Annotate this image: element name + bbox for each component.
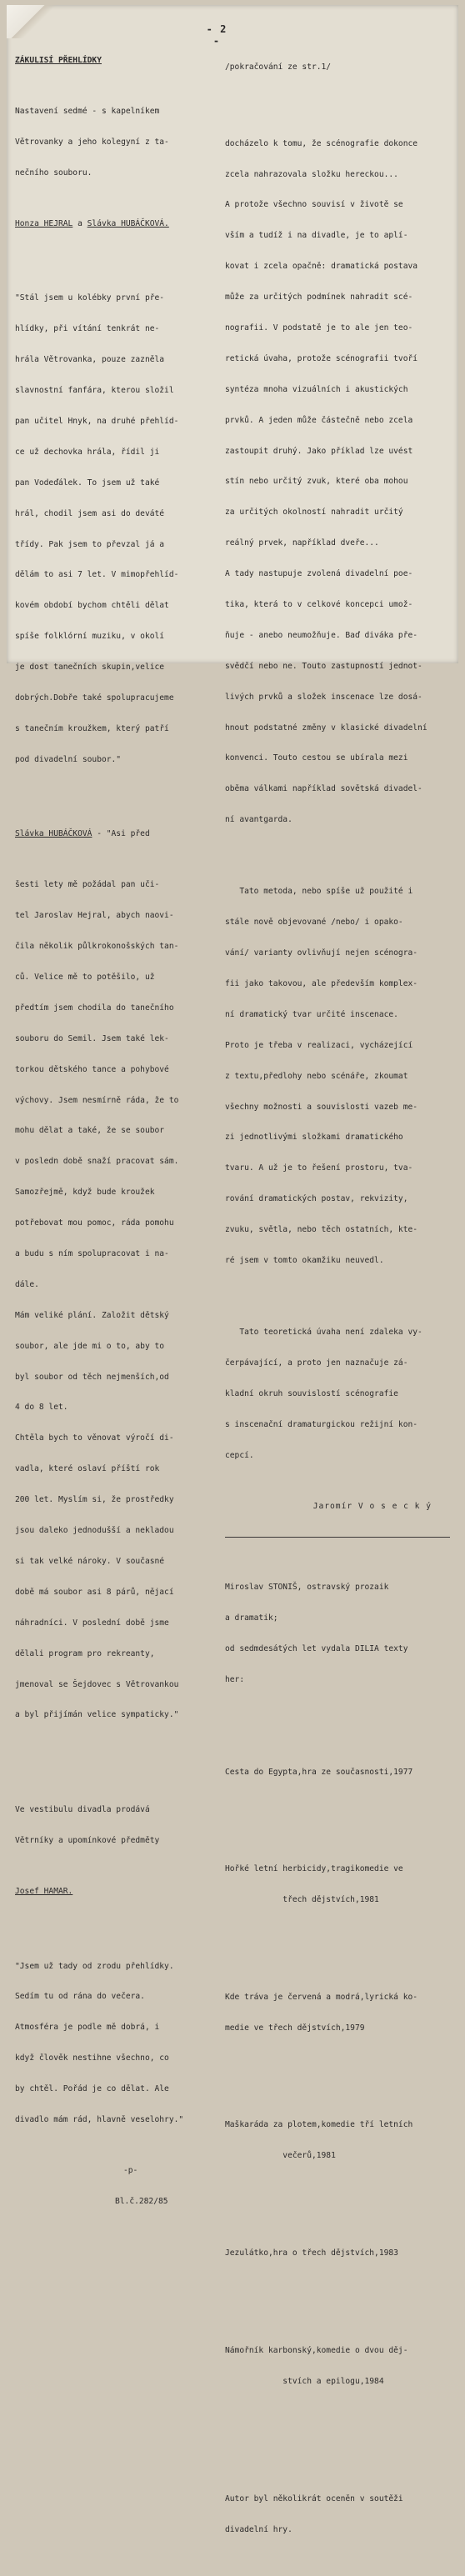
quote-line: mohu dělat a také, že se soubor [15, 1126, 165, 1136]
interviewee-names [15, 219, 218, 229]
quote-line: dělám to asi 7 let. V mimopřehlíd- [15, 570, 179, 580]
quote-line: spíše folklórní muziku, v okolí [15, 632, 165, 642]
text-line: ní dramatický tvar určité inscenace. [225, 1009, 398, 1019]
text-line: cepcí. [225, 1450, 254, 1460]
work-item [225, 2325, 465, 2407]
text-line: her: [225, 1674, 245, 1684]
text-line: ní avantgarda. [225, 815, 292, 825]
quote-line: a budu s ním spolupracovat i na- [15, 1249, 169, 1259]
vestibule-paragraph [15, 1784, 218, 1866]
text-line: Tato teoretická úvaha není zdaleka vy- [225, 1328, 422, 1338]
text-line: stále nově objevované /nebo/ i opako- [225, 918, 403, 928]
quote-line: 4 do 8 let. [15, 1403, 68, 1413]
quote-line: náhradníci. V poslední době jsme [15, 1618, 169, 1628]
quote-line: by chtěl. Pořád je co dělat. Ale [15, 2084, 169, 2094]
quote-line: kovém období bychom chtěli dělat [15, 601, 169, 611]
quote-line: slavnostní fanfára, kterou složil [15, 386, 174, 396]
work-item [225, 1972, 465, 2053]
quote-line: pan učitel Hnyk, na druhé přehlíd- [15, 416, 179, 426]
text-line: tika, která to v celkové koncepci umož- [225, 600, 413, 610]
text-line: docházelo k tomu, že scénografie dokonce [225, 138, 418, 148]
text-line: Ve vestibulu divadla prodává [15, 1805, 150, 1815]
text-line: za určitých okolností nahradit určitý [225, 508, 403, 518]
work-line: stvích a epilogu,1984 [225, 2376, 384, 2386]
text-line: ňuje - anebo neumožňuje. Baď diváka pře- [225, 630, 418, 640]
text-line: Větrovanky a jeho kolegyní z ta- [15, 137, 169, 147]
text-line: Větrníky a upomínkové předměty [15, 1835, 160, 1845]
work-line: medie ve třech dějstvích,1979 [225, 2023, 365, 2033]
intro-paragraph [15, 86, 218, 198]
quote-line: třídy. Pak jsem to převzal já a [15, 539, 165, 549]
text-line: s inscenační dramaturgickou režijní kon- [225, 1419, 418, 1429]
text-line: A tady nastupuje zvolená divadelní poe- [225, 569, 413, 579]
quote-line: Mám veliké plání. Založit dětský [15, 1310, 169, 1320]
text-line: a dramatik; [225, 1613, 278, 1623]
text-line: zi jednotlivými složkami dramatického [225, 1133, 403, 1143]
text-line: zastoupit druhý. Jako příklad lze uvést [225, 446, 413, 456]
page-number: - 2 - [206, 23, 228, 47]
section-divider [225, 1537, 450, 1538]
quote-line: ců. Velice mě to potěšilo, už [15, 973, 155, 983]
quote-line: "Stál jsem u kolébky první pře- [15, 293, 165, 303]
text-line: stín nebo určitý zvuk, které oba mohou [225, 477, 408, 487]
essay-paragraph-3 [225, 1308, 465, 1482]
work-line: Hořké letní herbicidy,tragikomedie ve [225, 1864, 403, 1874]
work-line: Kde tráva je červená a modrá,lyrická ko- [225, 1992, 418, 2002]
text-line: kovat i zcela opačně: dramatická postava [225, 262, 418, 272]
text-line: kladní okruh souvislostí scénografie [225, 1388, 398, 1398]
text-line: může za určitých podmínek nahradit scé- [225, 293, 413, 303]
quote-line: pan Vodeďálek. To jsem už také [15, 478, 160, 488]
section-heading: ZÁKULISÍ PŘEHLÍDKY [15, 55, 102, 65]
essay-paragraph-1 [225, 118, 465, 846]
award-note [225, 2473, 465, 2555]
text-line: od sedmdesátých let vydala DILIA texty [225, 1644, 408, 1654]
quote-line: jsou daleko jednodušší a nekladou [15, 1526, 174, 1536]
text-line: Autor byl několikrát oceněn v soutěži [225, 2493, 403, 2503]
quote-line: souboru do Semil. Jsem také lek- [15, 1033, 169, 1043]
text-line: tvaru. A už je to řešení prostoru, tva- [225, 1163, 413, 1173]
quote-line: hrála Větrovanka, pouze zazněla [15, 355, 165, 365]
text-line: Proto je třeba v realizaci, vycházející [225, 1040, 413, 1050]
quote-line: tel Jaroslav Hejral, abych naovi- [15, 911, 174, 921]
quote-line: době má soubor asi 8 párů, nějací [15, 1587, 174, 1597]
work-line: třech dějstvích,1981 [225, 1895, 379, 1905]
work-line: Jezulátko,hra o třech dějstvích,1983 [225, 2248, 398, 2258]
hamar-quote [15, 1941, 218, 2146]
name-hejral: Honza HEJRAL [15, 219, 73, 229]
text-line: reálný prvek, například dveře... [225, 538, 379, 548]
work-line: večerů,1981 [225, 2151, 336, 2161]
quote-line: s tanečním kroužkem, který patří [15, 723, 169, 733]
text-line: Tato metoda, nebo spíše už použité i [225, 887, 413, 897]
right-column [225, 42, 465, 2576]
quote-line: "Jsem už tady od zrodu přehlídky. [15, 1961, 174, 1971]
quote-line: čila několik půlkrokonošských tan- [15, 942, 179, 952]
works-list [225, 1726, 465, 2428]
quote-line: Sedím tu od rána do večera. [15, 1992, 145, 2002]
text-line: vším a tudíž i na divadle, je to aplí- [225, 231, 408, 241]
quote-line: výchovy. Jsem nesmírně ráda, že to [15, 1095, 179, 1105]
text-line: A protože všechno souvisí v životě se [225, 200, 403, 210]
quote-line: je dost tanečních skupin,velice [15, 663, 165, 673]
quote-line: pod divadelní soubor." [15, 754, 122, 764]
page-curl-shadow [7, 5, 57, 38]
quote-line: předtím jsem chodila do tanečního [15, 1003, 174, 1013]
text-line: divadelní hry. [225, 2524, 292, 2534]
author-bio [225, 1563, 465, 1706]
text-line: všechny možnosti a souvislosti vazeb me- [225, 1102, 418, 1112]
name-hamar: Josef HAMAR. [15, 1887, 73, 1897]
text-line: ré jsem v tomto okamžiku neuvedl. [225, 1256, 384, 1266]
text-line: z textu,předlohy nebo scénáře, zkoumat [225, 1071, 408, 1081]
quote-line: když člověk nestihne všechno, co [15, 2053, 169, 2063]
text-line: retická úvaha, protože scénografii tvoří [225, 353, 418, 363]
name-hubackova: Slávka HUBÁČKOVÁ. [87, 219, 169, 229]
work-item [225, 2228, 465, 2278]
publication-reference: Bl.č.282/85 [115, 2197, 168, 2207]
quote-line: 200 let. Myslím si, že prostředky [15, 1495, 174, 1505]
quote-line: dělali program pro rekreanty, [15, 1648, 155, 1658]
quote-line: Samozřejmě, když bude kroužek [15, 1188, 155, 1198]
text-line: vání/ varianty ovlivňují nejen scénogra- [225, 948, 418, 958]
quote-line: šesti lety mě požádal pan uči- [15, 880, 160, 890]
text-line: Miroslav STONIŠ, ostravský prozaik [225, 1583, 389, 1593]
quote-line: divadlo mám rád, hlavně veselohry." [15, 2114, 184, 2124]
quote-start: - "Asi před [92, 828, 150, 838]
text-line: svědčí nebo ne. Touto zastupností jednot- [225, 661, 422, 671]
text-line: nečního souboru. [15, 168, 92, 178]
text-line: zcela nahrazovala složku hereckou... [225, 169, 398, 179]
text-line: syntéza mnoha vizuálních i akustických [225, 384, 408, 394]
work-line: Námořník karbonský,komedie o dvou děj- [225, 2345, 408, 2355]
quote-line: si tak velké nároky. V současné [15, 1556, 165, 1566]
hubackova-quote [15, 860, 218, 1742]
text-line: konvenci. Touto cestou se ubírala mezi [225, 753, 408, 763]
hubackova-intro [15, 829, 218, 839]
text-line: livých prvků a složek inscenace lze dosá- [225, 692, 422, 702]
quote-line: hrál, chodil jsem asi do deváté [15, 508, 165, 518]
quote-line: ce už dechovka hrála, řídil ji [15, 447, 160, 457]
text-line: fii jako takovou, ale především komplex- [225, 979, 418, 989]
quote-line: potřebovat mou pomoc, ráda pomohu [15, 1218, 174, 1228]
text-line: nografii. V podstatě je to ale jen teo- [225, 323, 413, 333]
text-line: oběma válkami například sovětská divadel- [225, 784, 422, 794]
quote-line: a byl přijímán velice sympaticky." [15, 1710, 179, 1720]
quote-line: Chtěla bych to věnovat výročí di- [15, 1433, 174, 1443]
quote-line: hlídky, při vítání tenkrát ne- [15, 324, 160, 334]
text-line: hnout podstatné změny v klasické divadelní [225, 723, 428, 733]
work-line: Maškaráda za plotem,komedie tří letních [225, 2120, 413, 2130]
text-line: Nastavení sedmé - s kapelníkem [15, 107, 160, 117]
quote-line: torkou dětského tance a pohybové [15, 1064, 169, 1074]
author-signature: Jaromír V o s e c k ý [312, 1502, 432, 1512]
work-item [225, 1844, 465, 1926]
quote-line: soubor, ale jde mi o to, aby to [15, 1341, 165, 1351]
work-item [225, 2100, 465, 2182]
work-item [225, 1747, 465, 1798]
text-line: čerpávající, a proto jen naznačuje zá- [225, 1358, 408, 1368]
typewritten-page [7, 5, 458, 2534]
hejral-quote [15, 273, 218, 786]
essay-paragraph-2 [225, 867, 465, 1287]
quote-line: dobrých.Dobře také spolupracujeme [15, 693, 174, 703]
left-column [15, 35, 218, 2228]
quote-line: vadla, které oslaví příští rok [15, 1464, 160, 1474]
work-line: Cesta do Egypta,hra ze současnosti,1977 [225, 1767, 413, 1777]
text-line: zvuku, světla, nebo těch ostatních, kte- [225, 1225, 418, 1235]
quote-line: byl soubor od těch nejmenších,od [15, 1372, 169, 1382]
text-line: prvků. A jeden může částečně nebo zcela [225, 415, 413, 425]
quote-line: dále. [15, 1279, 39, 1289]
continuation-note: /pokračování ze str.1/ [225, 62, 332, 72]
names-connector: a [72, 219, 88, 229]
author-mark: -p- [123, 2166, 138, 2176]
quote-line: jmenoval se Šejdovec s Větrovankou [15, 1679, 179, 1689]
name-hubackova-2: Slávka HUBÁČKOVÁ [15, 828, 92, 838]
quote-line: Atmosféra je podle mě dobrá, i [15, 2023, 160, 2033]
text-line: rování dramatických postav, rekvizity, [225, 1194, 408, 1204]
quote-line: v posledn době snaží pracovat sám. [15, 1157, 179, 1167]
